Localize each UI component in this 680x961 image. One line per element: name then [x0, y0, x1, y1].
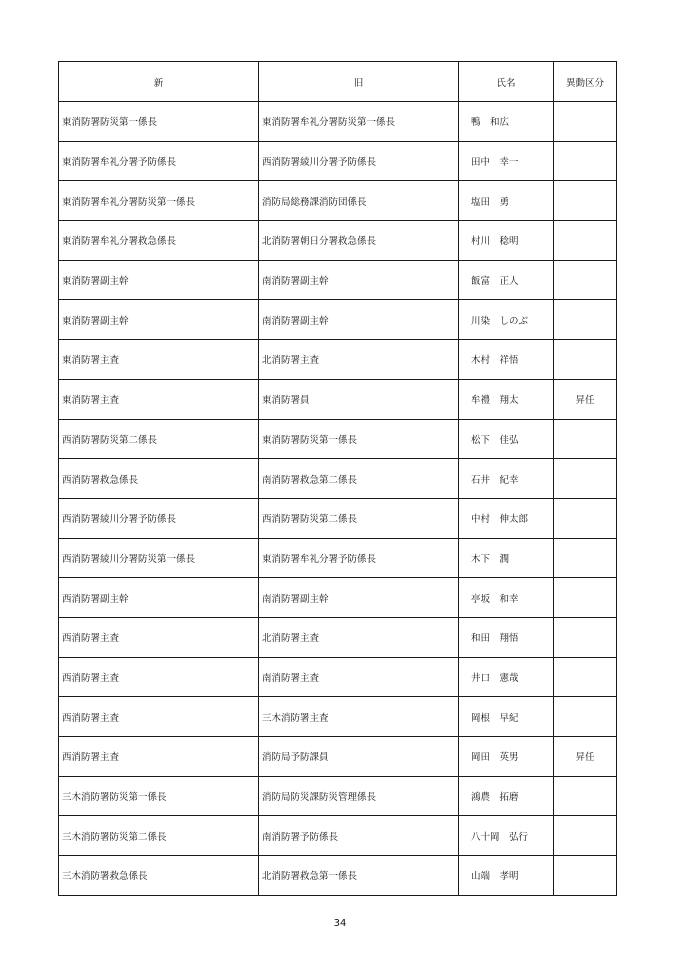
- cell-name: 亭坂 和幸: [459, 578, 554, 618]
- cell-new-position: 西消防署防災第二係長: [59, 419, 259, 459]
- cell-transfer-type: [554, 617, 617, 657]
- cell-new-position: 西消防署主査: [59, 617, 259, 657]
- cell-transfer-type: [554, 856, 617, 896]
- table-row: [59, 102, 617, 142]
- table-row: [59, 419, 617, 459]
- cell-name: 松下 佳弘: [459, 419, 554, 459]
- cell-transfer-type: [554, 697, 617, 737]
- table-row: [59, 538, 617, 578]
- cell-old-position: 消防局防災課防災管理係長: [259, 776, 459, 816]
- table-row: [59, 141, 617, 181]
- cell-new-position: 東消防署牟礼分署予防係長: [59, 141, 259, 181]
- header-transfer-type: 異動区分: [554, 62, 617, 102]
- cell-transfer-type: [554, 340, 617, 380]
- cell-old-position: 南消防署救急第二係長: [259, 459, 459, 499]
- page-number: 34: [333, 918, 347, 929]
- table-row: [59, 379, 617, 419]
- cell-new-position: 西消防署副主幹: [59, 578, 259, 618]
- cell-transfer-type: [554, 657, 617, 697]
- cell-name: 田中 幸一: [459, 141, 554, 181]
- table-row: [59, 697, 617, 737]
- cell-transfer-type: [554, 498, 617, 538]
- cell-old-position: 南消防署副主幹: [259, 260, 459, 300]
- table-row: [59, 856, 617, 896]
- cell-transfer-type: [554, 181, 617, 221]
- table-row: [59, 657, 617, 697]
- cell-name: 和田 翔悟: [459, 617, 554, 657]
- cell-old-position: 西消防署防災第二係長: [259, 498, 459, 538]
- cell-new-position: 三木消防署防災第一係長: [59, 776, 259, 816]
- cell-old-position: 消防局総務課消防団係長: [259, 181, 459, 221]
- table-row: [59, 776, 617, 816]
- cell-new-position: 東消防署牟礼分署防災第一係長: [59, 181, 259, 221]
- cell-new-position: 東消防署主査: [59, 340, 259, 380]
- cell-transfer-type: [554, 459, 617, 499]
- cell-old-position: 消防局予防課員: [259, 737, 459, 777]
- cell-name: 木下 潤: [459, 538, 554, 578]
- cell-new-position: 東消防署防災第一係長: [59, 102, 259, 142]
- cell-name: 山端 孝明: [459, 856, 554, 896]
- header-row: [59, 62, 617, 102]
- cell-name: 八十岡 弘行: [459, 816, 554, 856]
- header-name: 氏名: [459, 62, 554, 102]
- cell-new-position: 東消防署主査: [59, 379, 259, 419]
- cell-old-position: 北消防署救急第一係長: [259, 856, 459, 896]
- table-row: [59, 617, 617, 657]
- cell-name: 中村 伸太郎: [459, 498, 554, 538]
- cell-new-position: 三木消防署救急係長: [59, 856, 259, 896]
- cell-transfer-type: [554, 102, 617, 142]
- cell-transfer-type: 昇任: [554, 379, 617, 419]
- cell-old-position: 西消防署綾川分署予防係長: [259, 141, 459, 181]
- personnel-transfer-table: [58, 61, 617, 896]
- cell-new-position: 西消防署綾川分署予防係長: [59, 498, 259, 538]
- cell-new-position: 西消防署救急係長: [59, 459, 259, 499]
- cell-name: 塩田 勇: [459, 181, 554, 221]
- cell-old-position: 北消防署主査: [259, 617, 459, 657]
- cell-old-position: 南消防署副主幹: [259, 578, 459, 618]
- cell-new-position: 西消防署主査: [59, 657, 259, 697]
- table-row: [59, 498, 617, 538]
- cell-old-position: 北消防署主査: [259, 340, 459, 380]
- cell-transfer-type: [554, 141, 617, 181]
- cell-name: 飯富 正人: [459, 260, 554, 300]
- table-row: [59, 459, 617, 499]
- cell-name: 川染 しのぶ: [459, 300, 554, 340]
- cell-old-position: 南消防署予防係長: [259, 816, 459, 856]
- cell-transfer-type: [554, 578, 617, 618]
- header-old-position: 旧: [259, 62, 459, 102]
- cell-name: 岡根 早紀: [459, 697, 554, 737]
- cell-name: 岡田 英男: [459, 737, 554, 777]
- cell-old-position: 南消防署副主幹: [259, 300, 459, 340]
- table-row: [59, 300, 617, 340]
- table-row: [59, 737, 617, 777]
- cell-old-position: 三木消防署主査: [259, 697, 459, 737]
- cell-transfer-type: [554, 221, 617, 261]
- table-row: [59, 181, 617, 221]
- cell-old-position: 東消防署員: [259, 379, 459, 419]
- cell-transfer-type: [554, 538, 617, 578]
- cell-new-position: 西消防署綾川分署防災第一係長: [59, 538, 259, 578]
- cell-new-position: 東消防署副主幹: [59, 260, 259, 300]
- table-row: [59, 340, 617, 380]
- cell-name: 井口 憲哉: [459, 657, 554, 697]
- table-row: [59, 221, 617, 261]
- cell-old-position: 北消防署朝日分署救急係長: [259, 221, 459, 261]
- cell-transfer-type: [554, 419, 617, 459]
- table-body: [59, 102, 617, 896]
- cell-old-position: 南消防署主査: [259, 657, 459, 697]
- cell-transfer-type: [554, 776, 617, 816]
- cell-name: 牟禮 翔太: [459, 379, 554, 419]
- cell-new-position: 西消防署主査: [59, 697, 259, 737]
- table-header: [59, 62, 617, 102]
- cell-old-position: 東消防署牟礼分署予防係長: [259, 538, 459, 578]
- cell-new-position: 西消防署主査: [59, 737, 259, 777]
- cell-new-position: 東消防署副主幹: [59, 300, 259, 340]
- header-new-position: 新: [59, 62, 259, 102]
- cell-transfer-type: 昇任: [554, 737, 617, 777]
- cell-old-position: 東消防署牟礼分署防災第一係長: [259, 102, 459, 142]
- cell-name: 石井 紀幸: [459, 459, 554, 499]
- cell-old-position: 東消防署防災第一係長: [259, 419, 459, 459]
- cell-name: 村川 稔明: [459, 221, 554, 261]
- table-row: [59, 578, 617, 618]
- cell-new-position: 三木消防署防災第二係長: [59, 816, 259, 856]
- cell-name: 鴨 和広: [459, 102, 554, 142]
- table-row: [59, 260, 617, 300]
- cell-name: 鴻農 拓磨: [459, 776, 554, 816]
- cell-new-position: 東消防署牟礼分署救急係長: [59, 221, 259, 261]
- cell-transfer-type: [554, 300, 617, 340]
- cell-name: 木村 祥悟: [459, 340, 554, 380]
- cell-transfer-type: [554, 816, 617, 856]
- cell-transfer-type: [554, 260, 617, 300]
- table-row: [59, 816, 617, 856]
